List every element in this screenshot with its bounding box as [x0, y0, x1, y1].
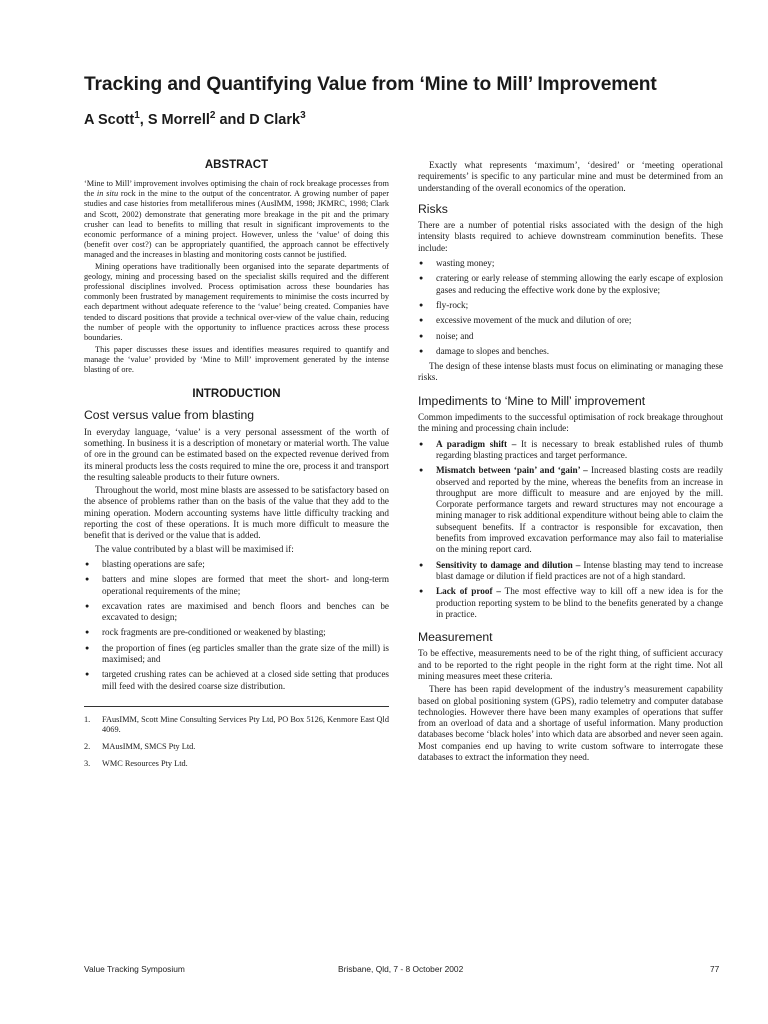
abstract-emphasis: in situ: [96, 189, 119, 199]
list-item-lead: Mismatch between ‘pain’ and ‘gain’ –: [436, 465, 588, 476]
list-item-text: Increased blasting costs are readily observed and reported by the mine, whereas the benefits from an increase in throughput are more difficult to measure and are enjoyed by the mill. Corporate performance targets and reward structures may not encourage a mining manager to risk additional expenditure without being able to claim the subsequent benefits. If a contractor is responsible for excavation, then benefits from improved excavation performance may also fail to materialise on the mining report card.: [436, 465, 724, 555]
author-affiliation-mark: 2: [209, 110, 216, 121]
list-item-lead: A paradigm shift –: [436, 438, 517, 449]
measurement-section: [418, 632, 723, 763]
body-paragraph: The design of these intense blasts must focus on eliminating or managing these risks.: [418, 361, 723, 383]
section-subheading: Risks: [418, 201, 448, 216]
list-item: ● damage to slopes and benches.: [418, 346, 723, 357]
list-item: ● batters and mine slopes are formed that meet the short- and long-term operational requirements of the mine;: [84, 574, 389, 597]
author-list: [84, 110, 306, 128]
list-item-lead: Lack of proof –: [436, 586, 501, 597]
body-paragraph: There has been rapid development of the industry’s measurement capability based on global positioning system (GPS), radio telemetry and computer database technologies. However there have been many examples of operations that suffer from an overload of data and a shortage of useful information. Many production databases become ‘black holes’ into which data are absorbed and never seen again. Most companies end up having to write custom software to interrogate these databases to extract the information they need.: [418, 684, 723, 763]
body-paragraph: There are a number of potential risks associated with the design of the high intensity blasts required to achieve downstream comminution benefits. These include:: [418, 220, 723, 253]
author-affiliation-mark: 3: [300, 110, 306, 121]
left-column: [84, 160, 389, 776]
list-item-lead: Sensitivity to damage and dilution –: [436, 559, 581, 570]
body-paragraph: Throughout the world, most mine blasts are assessed to be satisfactory based on the absence of problems rather than on the basis of the value that they add to the mining operation. Modern accounting systems have little difficulty tracking and reporting the cost of these operations. It is much more difficult to measure the benefit that is derived or the value that is added.: [84, 485, 389, 541]
bullet-list: [418, 439, 723, 620]
author-name: A Scott: [84, 111, 135, 128]
body-paragraph: In everyday language, ‘value’ is a very personal assessment of the worth of something. In business it is a description of monetary or material worth. The value of ore in the ground can be estimated based on the expected revenue derived from its mineral products less the costs required to mine the ore, process it and transport the resulting saleable products to their future owners.: [84, 426, 389, 482]
list-item: [418, 560, 723, 583]
footnote-divider: [84, 706, 389, 707]
abstract-section: [84, 160, 389, 375]
footnote-text: MAusIMM, SMCS Pty Ltd.: [102, 742, 196, 752]
list-item: ● blasting operations are safe;: [84, 559, 389, 570]
footnote-number: 3.: [84, 759, 91, 769]
body-paragraph: Exactly what represents ‘maximum’, ‘desired’ or ‘meeting operational requirements’ is specific to any particular mine and must be determined from an understanding of the overall economics of the operation.: [418, 160, 723, 193]
abstract-paragraph: [84, 179, 389, 260]
footnote-text: FAusIMM, Scott Mine Consulting Services Pty Ltd, PO Box 5126, Kenmore East Qld 4069.: [102, 714, 389, 734]
abstract-paragraph: Mining operations have traditionally been organised into the separate departments of geology, mining and processing based on the specialist skills required and the different professional disciplines involved. Process optimisation across these boundaries has commonly been frustrated by management requirements to minimise the costs incurred by each department without adequate reference to the ‘value’ being created. Companies have tended to discard positions that provide a technical over-view of the value chain, reducing the number of people with the opportunity to influence practices across these process boundaries.: [84, 262, 389, 342]
list-item: [418, 465, 723, 555]
list-item-text: Intense blasting may tend to increase blast damage or dilution if field practices are not of a high standard.: [436, 559, 723, 581]
section-subheading: Cost versus value from blasting: [84, 408, 255, 423]
impediments-section: [418, 393, 724, 620]
list-item: ● targeted crushing rates can be achieved at a closed side setting that produces mill feed with the desired coarse size distribution.: [84, 669, 389, 692]
footnote: [84, 715, 389, 735]
list-item-text: The most effective way to kill off a new idea is for the production reporting system to be blind to the benefits generated by a change in practice.: [436, 586, 723, 619]
list-item: ● fly-rock;: [418, 300, 723, 311]
bullet-list: [418, 258, 723, 357]
footer-location-date: Brisbane, Qld, 7 - 8 October 2002: [338, 964, 464, 974]
paper-title: Tracking and Quantifying Value from ‘Mine to Mill’ Improvement: [84, 74, 657, 95]
list-item: ● noise; and: [418, 331, 723, 342]
footnote-number: 2.: [84, 742, 91, 752]
footer-conference: Value Tracking Symposium: [84, 964, 185, 974]
list-item: ● wasting money;: [418, 258, 723, 269]
list-item: ● the proportion of fines (eg particles smaller than the grate size of the mill) is maximised; and: [84, 643, 389, 666]
list-item: ● rock fragments are pre-conditioned or weakened by blasting;: [84, 627, 389, 638]
list-item: ● excessive movement of the muck and dilution of ore;: [418, 315, 723, 326]
body-paragraph: To be effective, measurements need to be of the right thing, of sufficient accuracy and to be reported to the right people in the right form at the right time. Not all mining measures meet these criteria.: [418, 648, 723, 681]
abstract-paragraph: This paper discusses these issues and identifies measures required to quantify and manage the ‘value’ provided by ‘Mine to Mill’ improvement generated by the intense blasting of ore.: [84, 344, 389, 374]
footnote: [84, 742, 389, 752]
page-number: 77: [710, 964, 720, 974]
list-item: ● excavation rates are maximised and bench floors and benches can be excavated to design;: [84, 601, 389, 624]
risks-section: [418, 201, 723, 384]
footnotes: [84, 715, 389, 769]
author-separator: and: [215, 111, 250, 128]
abstract-text: ‘Mine to Mill’ improvement involves optimising the chain of rock breakage processes from the: [84, 179, 389, 199]
list-item: ● cratering or early release of stemming allowing the early escape of explosion gases and reducing the effective work done by the explosive;: [418, 273, 723, 296]
introduction-heading: INTRODUCTION: [192, 388, 281, 401]
abstract-heading: ABSTRACT: [204, 159, 269, 171]
list-item: [418, 586, 723, 620]
body-paragraph: Common impediments to the successful optimisation of rock breakage throughout the mining and processing chain include:: [418, 412, 723, 434]
body-paragraph: The value contributed by a blast will be maximised if:: [95, 543, 294, 554]
footnote-text: WMC Resources Pty Ltd.: [102, 759, 188, 769]
right-column: [418, 160, 723, 763]
abstract-text: rock in the mine to the output of the concentrator. A growing number of paper studies and case histories from metalliferous mines (AusIMM, 1998; JKMRC, 1998; Clark and Scott, 2002) demonstrate that generating more breakage in the pit and the primary crusher can lead to benefits to milling that result in significant improvements to the economic performance of a mining project. However, unless the ‘value’ of doing this (benefit over cost?) can be appropriately quantified, the approach cannot be effectively managed and the increases in blasting and monitoring costs cannot be justified.: [84, 189, 389, 259]
bullet-list: [84, 559, 389, 692]
footnote: [84, 759, 389, 769]
author-separator: ,: [139, 111, 148, 128]
section-subheading: Measurement: [418, 630, 493, 645]
list-item-text: It is necessary to break established rules of thumb regarding blasting practices and target performance.: [436, 438, 723, 460]
section-subheading: Impediments to ‘Mine to Mill’ improvement: [418, 393, 646, 408]
footnote-number: 1.: [84, 714, 91, 724]
introduction-section: [84, 389, 389, 692]
author-name: S Morrell: [147, 111, 210, 128]
author-affiliation-mark: 1: [134, 110, 140, 121]
author-name: D Clark: [249, 111, 301, 128]
list-item: [418, 439, 723, 462]
